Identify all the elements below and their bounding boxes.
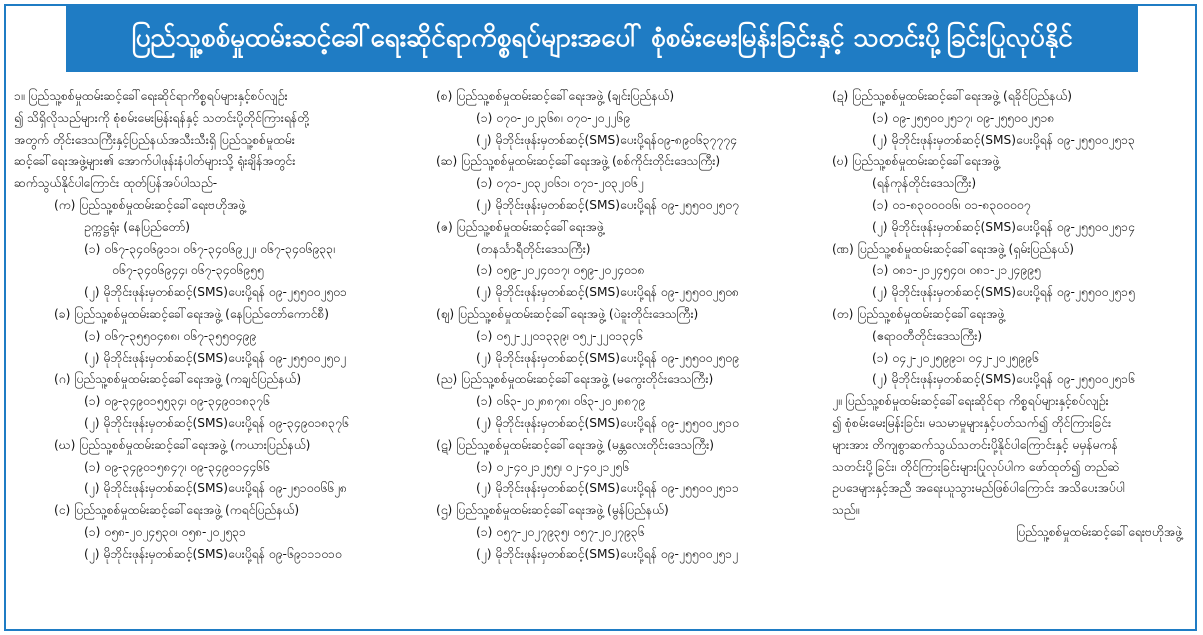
sms-number: (၂) မိုဘိုင်းဖုန်းမှတစ်ဆင့်(SMS)ပေးပို့ရန် ၀၉-၂၅၅၀၀၂၅၁၅ (872, 285, 1135, 300)
office-heading: (ည) ပြည်သူ့စစ်မှုထမ်းဆင့်ခေါ်ရေးအဖွဲ့ (မကွေးတိုင်းဒေသကြီး) (436, 372, 714, 387)
office-heading: (ဆ) ပြည်သူ့စစ်မှုထမ်းဆင့်ခေါ်ရေးအဖွဲ့ (စစ်ကိုင်းတိုင်းဒေသကြီး) (436, 154, 721, 169)
phone-numbers: (၁) ၀၂-၄၀၂၁၂၅၅၊ ၀၂-၄၀၂၁၂၅၆ (476, 459, 630, 474)
office-heading: (က) ပြည်သူ့စစ်မှုထမ်းဆင့်ခေါ်ရေးဗဟိုအဖွဲ့ (54, 197, 246, 212)
sms-number: (၂) မိုဘိုင်းဖုန်းမှတစ်ဆင့်(SMS)ပေးပို့ရန် ၀၉-၂၅၅၀၀၂၅၀၇ (476, 197, 739, 212)
phone-numbers: (၁) ၀၇၁-၂၀၃၂၀၆၁၊ ၀၇၁-၂၀၃၂၀၆၂ (476, 176, 644, 191)
office-heading: (ဌ) ပြည်သူ့စစ်မှုထမ်းဆင့်ခေါ်ရေးအဖွဲ့ (မွန်ပြည်နယ်) (436, 503, 669, 518)
phone-numbers: ၀၆၇-၃၄၀၆၉၄၄၊ ၀၆၇-၃၄၀၆၉၅၅ (112, 263, 264, 278)
office-heading: (ခ) ပြည်သူ့စစ်မှုထမ်းဆင့်ခေါ်ရေးအဖွဲ့ (နေပြည်တော်ကောင်စီ) (54, 306, 329, 321)
sms-number: (၂) မိုဘိုင်းဖုန်းမှတစ်ဆင့်(SMS)ပေးပို့ရန် ၀၉-၆၉၁၁၁၀၁၀ (84, 546, 342, 561)
phone-numbers: (၁) ၀၁-၈၃၀၀၀၀၆၊ ၀၁-၈၃၀၀၀၀၇ (872, 197, 1031, 212)
column-1 (14, 86, 420, 566)
office-heading: (တ) ပြည်သူ့စစ်မှုထမ်းဆင့်ခေါ်ရေးအဖွဲ့ (832, 306, 1005, 321)
phone-numbers: (၁) ၀၅၇-၂၀၂၇၉၃၅၊ ၀၅၇-၂၀၂၇၉၃၆ (476, 524, 645, 539)
phone-numbers: (၁) ၀၆၃-၂၀၂၈၈၇၈၊ ၀၆၃-၂၀၂၈၈၇၉ (476, 394, 646, 409)
phone-numbers: (၁) ၀၄၂-၂၀၂၅၉၉၁၊ ၀၄၂-၂၀၂၅၉၉၆ (872, 350, 1039, 365)
phone-numbers: (၁) ၀၅၈-၂၀၂၄၅၃၀၊ ၀၅၈-၂၀၂၅၃၁ (84, 524, 246, 539)
phone-numbers: (၁) ၀၆၇-၃၄၀၆၉၁၁၊ ၀၆၇-၃၄၀၆၉၂၂၊ ၀၆၇-၃၄၀၆၉၃၃၊ (84, 241, 335, 256)
phone-numbers: (၁) ၀၉-၃၄၉၀၁၅၅၃၄၊ ၀၉-၃၄၉၀၁၈၃၇၆ (84, 394, 270, 409)
sms-number: (၂) မိုဘိုင်းဖုန်းမှတစ်ဆင့်(SMS)ပေးပို့ရန် ၀၉-၂၅၅၀၀၂၅၁၂ (476, 546, 739, 561)
paragraph-2-line: ၂။ ပြည်သူ့စစ်မှုထမ်းဆင့်ခေါ်ရေးဆိုင်ရာ ကိစ္စရပ်များနှင့်စပ်လျဉ်း (832, 394, 1109, 409)
intro-line: ဆက်သွယ်နိုင်ပါကြောင်း ထုတ်ပြန်အပ်ပါသည်- (14, 176, 218, 191)
intro-line: ဆင့်ခေါ်ရေးအဖွဲ့များ၏ အောက်ပါဖုန်းနံပါတ်များသို့ ရုံးချိန်အတွင်း (14, 154, 296, 169)
office-heading: (ဇ) ပြည်သူ့စစ်မှုထမ်းဆင့်ခေါ်ရေးအဖွဲ့ (436, 219, 604, 234)
phone-numbers: (၁) ၀၉-၂၅၅၀၀၂၅၁၇၊ ၀၉-၂၅၅၀၀၂၅၁၈ (872, 110, 1055, 125)
sms-number: (၂) မိုဘိုင်းဖုန်းမှတစ်ဆင့်(SMS)ပေးပို့ရန် ၀၉-၂၅၅၀၀၂၅၁၁ (476, 481, 739, 496)
office-subheading: (ဧရာဝတီတိုင်းဒေသကြီး) (872, 328, 983, 343)
signature: ပြည်သူ့စစ်မှုထမ်းဆင့်ခေါ်ရေးဗဟိုအဖွဲ့ (1016, 524, 1182, 539)
intro-line: ၍ သိရှိလိုသည်များကို စုံစမ်းမေးမြန်းရန်နှင့် သတင်းပို့တိုင်ကြားရန်တို့ (14, 110, 309, 125)
sms-number: (၂) မိုဘိုင်းဖုန်းမှတစ်ဆင့်(SMS)ပေးပို့ရန် ၀၉-၂၅၅၀၀၂၅၀၉ (476, 350, 739, 365)
office-heading: (ဎ) ပြည်သူ့စစ်မှုထမ်းဆင့်ခေါ်ရေးအဖွဲ့ (832, 154, 1000, 169)
paragraph-2-line: ဥပဒေများနှင့်အညီ အရေးယူသွားမည်ဖြစ်ပါကြောင်း အသိပေးအပ်ပါ (832, 481, 1125, 496)
sms-number: (၂) မိုဘိုင်းဖုန်းမှတစ်ဆင့်(SMS)ပေးပို့ရန် ၀၉-၂၅၁၀၀၆၆၂၈ (84, 481, 347, 496)
office-heading: (ဍ) ပြည်သူ့စစ်မှုထမ်းဆင့်ခေါ်ရေးအဖွဲ့ (ရခိုင်ပြည်နယ်) (832, 89, 1073, 103)
sms-number: (၂) မိုဘိုင်းဖုန်းမှတစ်ဆင့်(SMS)ပေးပို့ရန် ၀၉-၂၅၅၀၀၂၅၁၆ (872, 372, 1135, 387)
sms-number: (၂) မိုဘိုင်းဖုန်းမှတစ်ဆင့်(SMS)ပေးပို့ရန် ၀၉-၂၅၅၀၀၂၅၀၁ (84, 285, 347, 300)
column-2 (436, 86, 814, 566)
phone-numbers: (၁) ၀၆၇-၃၅၅၀၄၈၈၊ ၀၆၇-၃၅၅၀၄၉၉ (84, 328, 257, 343)
notice-frame (4, 4, 1197, 631)
office-heading: (င) ပြည်သူ့စစ်မှုထမ်းဆင့်ခေါ်ရေးအဖွဲ့ (ကရင်ပြည်နယ်) (54, 503, 300, 518)
sms-number: (၂) မိုဘိုင်းဖုန်းမှတစ်ဆင့်(SMS)ပေးပို့ရန် ၀၉-၂၅၅၀၀၂၅၁၀ (476, 415, 739, 430)
sms-number: (၂) မိုဘိုင်းဖုန်းမှတစ်ဆင့်(SMS)ပေးပို့ရန် ၀၉-၂၅၅၀၀၂၅၀၂ (84, 350, 347, 365)
phone-numbers: (၁) ၀၈၁-၂၁၂၄၅၄၀၊ ၀၈၁-၂၁၂၄၉၉၅ (872, 263, 1041, 278)
office-heading: (ဃ) ပြည်သူ့စစ်မှုထမ်းဆင့်ခေါ်ရေးအဖွဲ့ (ကယားပြည်နယ်) (54, 437, 311, 452)
sms-number: (၂) မိုဘိုင်းဖုန်းမှတစ်ဆင့်(SMS)ပေးပို့ရန် ၀၉-၂၅၅၀၀၂၅၁၄ (872, 219, 1135, 234)
phone-numbers: (၁) ၀၉-၃၄၉၀၁၅၈၄၇၊ ၀၉-၃၄၉၀၁၄၄၆၆ (84, 459, 270, 474)
phone-numbers: (၁) ၀၅၉-၂၀၂၄၀၁၇၊ ၀၅၉-၂၀၂၄၀၁၈ (476, 263, 645, 278)
office-heading: (ဋ) ပြည်သူ့စစ်မှုထမ်းဆင့်ခေါ်ရေးအဖွဲ့ (မန္တလေးတိုင်းဒေသကြီး) (436, 437, 714, 452)
column-3 (832, 86, 1192, 544)
paragraph-2-line: ၍ စုံစမ်းမေးမြန်းခြင်း၊ မသမာမှုများနှင့်ပတ်သက်၍ တိုင်ကြားခြင်း (832, 415, 1112, 430)
office-heading: (ဈ) ပြည်သူ့စစ်မှုထမ်းဆင့်ခေါ်ရေးအဖွဲ့ (ပဲခူးတိုင်းဒေသကြီး) (436, 306, 699, 321)
notice-title: ပြည်သူ့စစ်မှုထမ်းဆင့်ခေါ်ရေးဆိုင်ရာကိစ္စရပ်များအပေါ် စုံစမ်းမေးမြန်းခြင်းနှင့် သတင်းပို့ခြင်းပြုလုပ်နိုင် (66, 6, 1138, 72)
office-subheading: ဥက္ကဋ္ဌရုံး (နေပြည်တော်) (84, 219, 190, 234)
phone-numbers: (၁) ၀၇၀-၂၀၂၃၆၈၊ ၀၇၀-၂၀၂၂၆၉ (476, 110, 630, 125)
office-heading: (ဏ) ပြည်သူ့စစ်မှုထမ်းဆင့်ခေါ်ရေးအဖွဲ့ (ရှမ်းပြည်နယ်) (832, 241, 1075, 256)
sms-number: (၂) မိုဘိုင်းဖုန်းမှတစ်ဆင့်(SMS)ပေးပို့ရန် ၀၉-၂၅၅၀၀၂၅၁၃ (872, 132, 1135, 147)
office-subheading: (တနင်္သာရီတိုင်းဒေသကြီး) (476, 241, 591, 256)
paragraph-2-line: သတင်းပို့ခြင်း၊ တိုင်ကြားခြင်းများပြုလုပ်ပါက ဖော်ထုတ်၍ တည်ဆဲ (832, 459, 1120, 474)
intro-line: အတွက် တိုင်းဒေသကြီးနှင့်ပြည်နယ်အသီးသီးရှိ ပြည်သူ့စစ်မှုထမ်း (14, 132, 295, 147)
paragraph-2-line: သည်။ (832, 503, 860, 518)
office-subheading: (ရန်ကုန်တိုင်းဒေသကြီး) (872, 176, 977, 191)
intro-line: ၁။ ပြည်သူ့စစ်မှုထမ်းဆင့်ခေါ်ရေးဆိုင်ရာကိစ္စရပ်များနှင့်စပ်လျဉ်း (14, 89, 288, 103)
office-heading: (ဂ) ပြည်သူ့စစ်မှုထမ်းဆင့်ခေါ်ရေးအဖွဲ့ (ကချင်ပြည်နယ်) (54, 372, 302, 387)
sms-number: (၂) မိုဘိုင်းဖုန်းမှတစ်ဆင့်(SMS)ပေးပို့ရန် ၀၉-၃၄၉၀၁၈၃၇၆ (84, 415, 349, 430)
office-heading: (စ) ပြည်သူ့စစ်မှုထမ်းဆင့်ခေါ်ရေးအဖွဲ့ (ချင်းပြည်နယ်) (436, 89, 675, 103)
paragraph-2-line: များအား တိကျစွာဆက်သွယ်သတင်းပို့နိုင်ပါကြောင်းနှင့် မမှန်မကန် (832, 437, 1118, 452)
sms-number: (၂) မိုဘိုင်းဖုန်းမှတစ်ဆင့်(SMS)ပေးပို့ရန်၀၉-၈၉၀၆၃၇၇၇၄ (476, 132, 737, 147)
sms-number: (၂) မိုဘိုင်းဖုန်းမှတစ်ဆင့်(SMS)ပေးပို့ရန် ၀၉-၂၅၅၀၀၂၅၀၈ (476, 285, 739, 300)
phone-numbers: (၁) ၀၅၂-၂၂၀၁၃၃၉၊ ၀၅၂-၂၂၀၁၃၄၆ (476, 328, 643, 343)
